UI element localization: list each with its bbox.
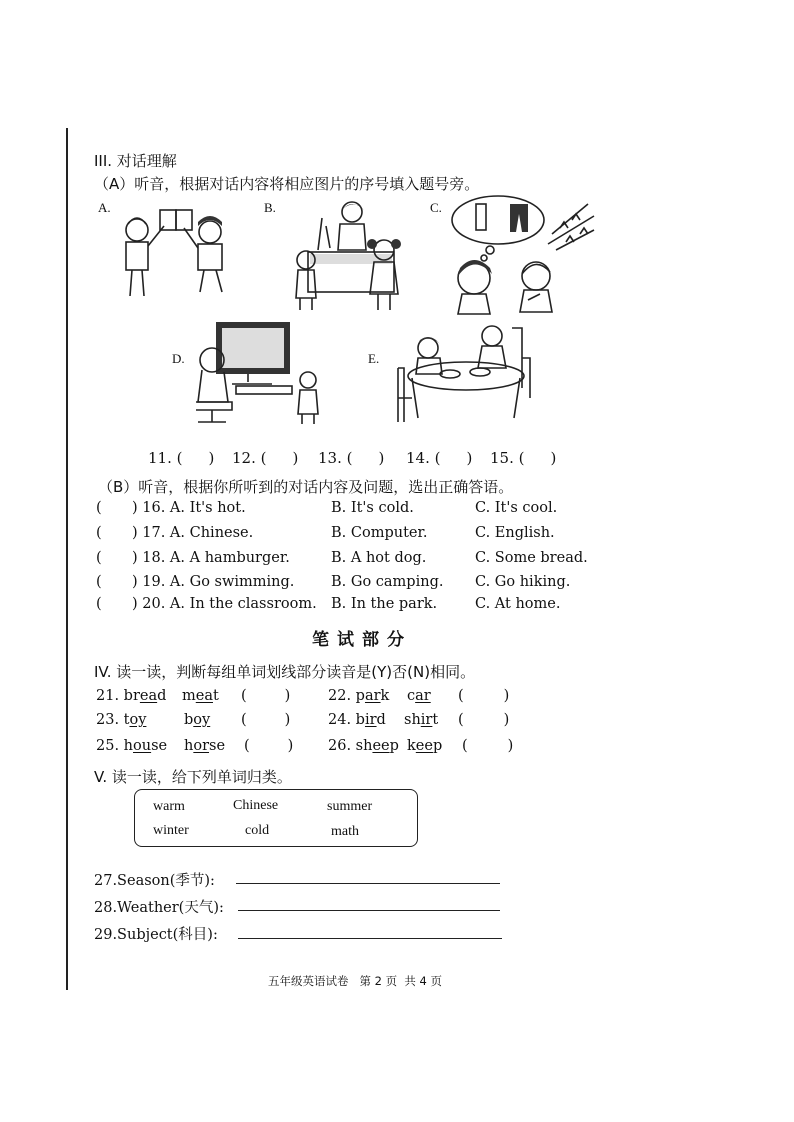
- word-bank-item: winter: [153, 823, 189, 838]
- question-17-option-b[interactable]: B. Computer.: [331, 525, 428, 541]
- question-18-option-b[interactable]: B. A hot dog.: [331, 550, 427, 566]
- item-21: 21. bread: [96, 688, 167, 704]
- question-18-option-c[interactable]: C. Some bread.: [475, 550, 588, 566]
- category-season-label: 27.Season(季节):: [94, 873, 215, 889]
- question-19-option-c[interactable]: C. Go hiking.: [475, 574, 571, 590]
- question-18-open-paren[interactable]: (: [96, 550, 102, 566]
- item-25-word-2: horse: [184, 738, 226, 754]
- category-subject-answer-line[interactable]: [238, 938, 502, 939]
- item-26-answer-parens[interactable]: ( ): [462, 738, 514, 754]
- binding-margin-line: [66, 128, 68, 990]
- picture-a-label: A.: [98, 200, 111, 215]
- answer-slot-12[interactable]: 12. ( ): [232, 449, 299, 467]
- question-16-option-b[interactable]: B. It's cold.: [331, 500, 414, 516]
- item-23: 23. toy: [96, 712, 147, 728]
- picture-c-thinking-clothes: [448, 194, 598, 320]
- picture-e-label: E.: [368, 351, 380, 366]
- answer-slot-11[interactable]: 11. ( ): [148, 449, 215, 467]
- picture-d-computer: [188, 318, 328, 428]
- word-bank-item: cold: [245, 823, 270, 838]
- answer-slot-14[interactable]: 14. ( ): [406, 449, 473, 467]
- item-25: 25. house: [96, 738, 168, 754]
- item-21-word-2: meat: [182, 688, 219, 704]
- question-17-option-c[interactable]: C. English.: [475, 525, 555, 541]
- item-21-answer-parens[interactable]: ( ): [241, 688, 291, 704]
- item-22-answer-parens[interactable]: ( ): [458, 688, 510, 704]
- question-20-option-c[interactable]: C. At home.: [475, 596, 561, 612]
- item-22: 22. park: [328, 688, 390, 704]
- question-17-option-a[interactable]: ) 17. A. Chinese.: [132, 525, 254, 541]
- item-25-answer-parens[interactable]: ( ): [244, 738, 294, 754]
- question-19-option-a[interactable]: ) 19. A. Go swimming.: [132, 574, 295, 590]
- category-season-answer-line[interactable]: [236, 883, 500, 884]
- question-20-option-a[interactable]: ) 20. A. In the classroom.: [132, 596, 317, 612]
- question-17-open-paren[interactable]: (: [96, 525, 102, 541]
- section-4-title: IV. 读一读，判断每组单词划线部分读音是(Y)否(N)相同。: [94, 663, 476, 681]
- item-23-answer-parens[interactable]: ( ): [241, 712, 291, 728]
- picture-d-label: D.: [172, 351, 185, 366]
- word-bank-item: warm: [153, 799, 185, 814]
- question-19-open-paren[interactable]: (: [96, 574, 102, 590]
- page-footer: 五年级英语试卷 第 2 页 共 4 页: [268, 974, 443, 988]
- picture-a-boys-calculators: [112, 200, 242, 302]
- answer-slot-13[interactable]: 13. ( ): [318, 449, 385, 467]
- picture-b-shop-counter: [286, 198, 416, 316]
- section-3-title: III. 对话理解: [94, 152, 177, 170]
- word-bank-item: summer: [327, 799, 373, 814]
- question-16-option-a[interactable]: ) 16. A. It's hot.: [132, 500, 246, 516]
- question-19-option-b[interactable]: B. Go camping.: [331, 574, 444, 590]
- item-24-answer-parens[interactable]: ( ): [458, 712, 510, 728]
- question-16-option-c[interactable]: C. It's cool.: [475, 500, 558, 516]
- part-b-instruction: （B）听音，根据你所听到的对话内容及问题，选出正确答语。: [98, 478, 514, 496]
- part-a-instruction: （A）听音，根据对话内容将相应图片的序号填入题号旁。: [94, 175, 480, 193]
- picture-c-label: C.: [430, 200, 442, 215]
- item-22-word-2: car: [407, 688, 431, 704]
- question-18-option-a[interactable]: ) 18. A. A hamburger.: [132, 550, 290, 566]
- category-weather-answer-line[interactable]: [238, 910, 500, 911]
- word-bank-box: [134, 789, 418, 847]
- picture-b-label: B.: [264, 200, 276, 215]
- category-subject-label: 29.Subject(科目):: [94, 927, 218, 943]
- word-bank-item: math: [331, 824, 359, 839]
- section-5-title: V. 读一读，给下列单词归类。: [94, 768, 292, 786]
- written-section-title: 笔试部分: [312, 630, 412, 650]
- word-bank-item: Chinese: [233, 798, 279, 813]
- category-weather-label: 28.Weather(天气):: [94, 900, 224, 916]
- question-20-option-b[interactable]: B. In the park.: [331, 596, 438, 612]
- picture-e-dinner-table: [388, 318, 538, 426]
- question-20-open-paren[interactable]: (: [96, 596, 102, 612]
- item-24: 24. bird: [328, 712, 386, 728]
- question-16-open-paren[interactable]: (: [96, 500, 102, 516]
- answer-slot-15[interactable]: 15. ( ): [490, 449, 557, 467]
- item-24-word-2: shirt: [404, 712, 439, 728]
- item-23-word-2: boy: [184, 712, 211, 728]
- item-26-word-2: keep: [407, 738, 443, 754]
- item-26: 26. sheep: [328, 738, 399, 754]
